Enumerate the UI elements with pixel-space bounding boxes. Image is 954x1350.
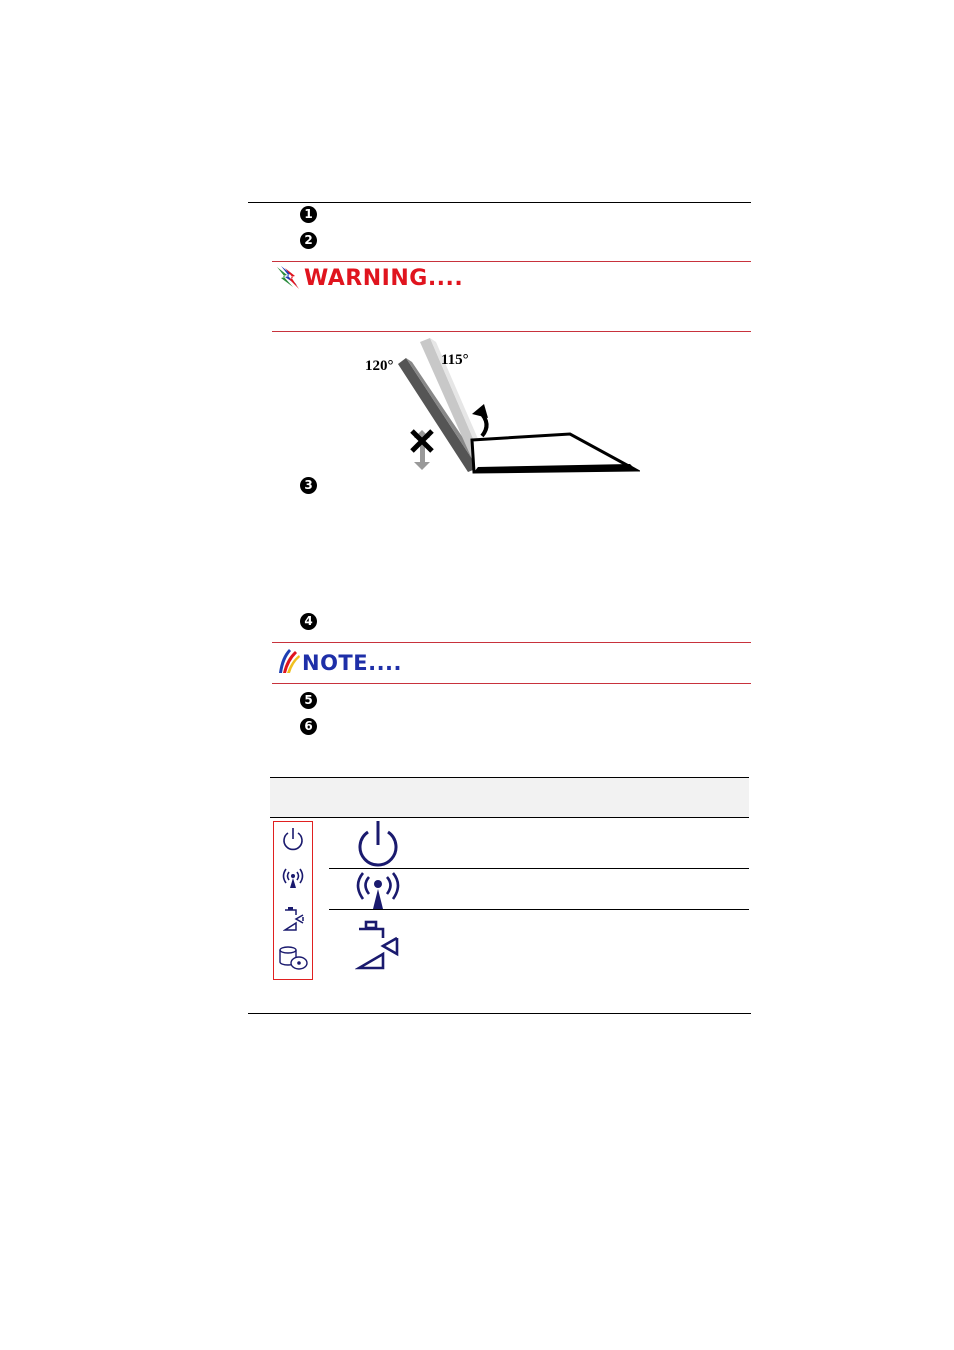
warning-top-rule bbox=[272, 261, 751, 262]
step-bullet-1: 1 bbox=[300, 206, 317, 223]
step-bullet-2: 2 bbox=[300, 232, 317, 249]
warning-banner: WARNING.... bbox=[304, 266, 464, 291]
cross-icon bbox=[409, 428, 435, 454]
drive-activity-icon bbox=[277, 944, 309, 972]
power-icon bbox=[281, 826, 305, 852]
step-bullet-6: 6 bbox=[300, 718, 317, 735]
battery-charge-icon bbox=[283, 906, 305, 932]
step-bullet-3: 3 bbox=[300, 477, 317, 494]
colored-quill-icon bbox=[275, 647, 301, 675]
note-top-rule bbox=[272, 642, 751, 643]
step-bullet-4: 4 bbox=[300, 613, 317, 630]
angle-label-115: 115° bbox=[441, 352, 469, 368]
laptop-lid-angle-icon bbox=[360, 336, 640, 476]
warning-bottom-rule bbox=[272, 331, 751, 332]
indicator-table-header bbox=[270, 777, 749, 818]
top-rule bbox=[248, 202, 751, 203]
wireless-icon bbox=[351, 869, 405, 909]
angle-label-120: 120° bbox=[365, 358, 394, 374]
table-row-rule-2 bbox=[329, 909, 749, 910]
wireless-icon bbox=[278, 864, 308, 890]
battery-charge-icon bbox=[355, 920, 401, 972]
power-icon bbox=[354, 819, 402, 867]
step-bullet-5: 5 bbox=[300, 692, 317, 709]
lightning-feather-icon bbox=[275, 265, 301, 291]
bottom-rule bbox=[248, 1013, 751, 1014]
table-header-rule bbox=[270, 817, 749, 818]
note-banner: NOTE.... bbox=[302, 651, 403, 675]
note-bottom-rule bbox=[272, 683, 751, 684]
